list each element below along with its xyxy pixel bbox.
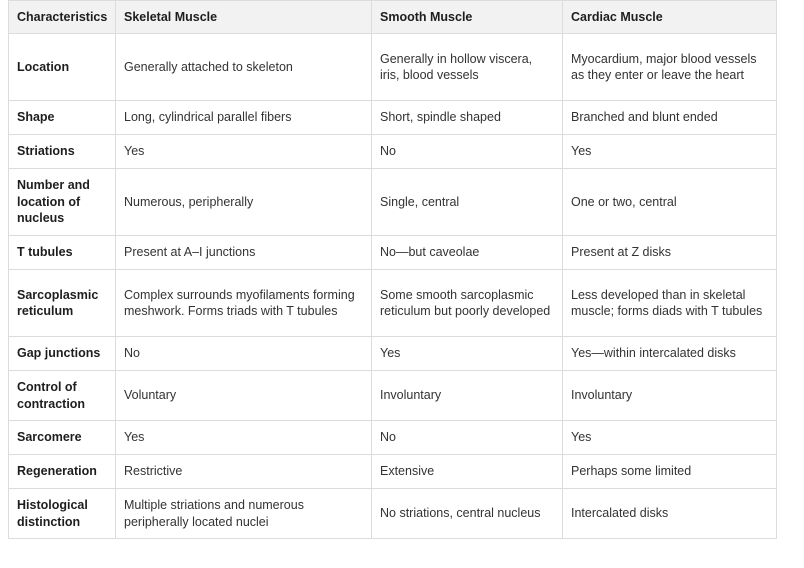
row-label: T tubules: [9, 236, 116, 270]
table-row: [9, 337, 777, 371]
table-row: [9, 371, 777, 421]
cell-skeletal: Complex surrounds myofilaments forming meshwork. Forms triads with T tubules: [116, 270, 372, 337]
cell-cardiac: Yes—within intercalated disks: [563, 337, 777, 371]
cell-smooth: Yes: [372, 337, 563, 371]
cell-skeletal: Numerous, peripherally: [116, 169, 372, 236]
cell-cardiac: Yes: [563, 421, 777, 455]
table-row: [9, 236, 777, 270]
header-characteristics: Characteristics: [9, 1, 116, 34]
row-label: Location: [9, 34, 116, 101]
cell-smooth: Extensive: [372, 455, 563, 489]
cell-skeletal: Generally attached to skeleton: [116, 34, 372, 101]
table-row: [9, 455, 777, 489]
cell-skeletal: Yes: [116, 421, 372, 455]
cell-skeletal: Restrictive: [116, 455, 372, 489]
cell-skeletal: Yes: [116, 135, 372, 169]
cell-smooth: No: [372, 135, 563, 169]
cell-cardiac: Branched and blunt ended: [563, 101, 777, 135]
cell-smooth: No—but caveolae: [372, 236, 563, 270]
cell-cardiac: Perhaps some limited: [563, 455, 777, 489]
cell-cardiac: Less developed than in skeletal muscle; forms diads with T tubules: [563, 270, 777, 337]
cell-skeletal: Present at A–I junctions: [116, 236, 372, 270]
cell-cardiac: Myocardium, major blood vessels as they enter or leave the heart: [563, 34, 777, 101]
muscle-comparison-table: [8, 0, 777, 539]
cell-cardiac: Yes: [563, 135, 777, 169]
row-label: Sarcoplasmic reticulum: [9, 270, 116, 337]
row-label: Sarcomere: [9, 421, 116, 455]
cell-smooth: Generally in hollow viscera, iris, blood vessels: [372, 34, 563, 101]
header-smooth-muscle: Smooth Muscle: [372, 1, 563, 34]
cell-cardiac: One or two, central: [563, 169, 777, 236]
cell-skeletal: Long, cylindrical parallel fibers: [116, 101, 372, 135]
row-label: Shape: [9, 101, 116, 135]
row-label: Striations: [9, 135, 116, 169]
cell-cardiac: Intercalated disks: [563, 489, 777, 539]
cell-smooth: Single, central: [372, 169, 563, 236]
table-row: [9, 135, 777, 169]
row-label: Number and location of nucleus: [9, 169, 116, 236]
row-label: Histological distinction: [9, 489, 116, 539]
cell-smooth: No: [372, 421, 563, 455]
row-label: Regeneration: [9, 455, 116, 489]
cell-smooth: Some smooth sarcoplasmic reticulum but poorly developed: [372, 270, 563, 337]
table-row: [9, 34, 777, 101]
cell-smooth: Involuntary: [372, 371, 563, 421]
cell-smooth: Short, spindle shaped: [372, 101, 563, 135]
table-row: [9, 489, 777, 539]
comparison-table-container: [8, 0, 776, 539]
table-row: [9, 101, 777, 135]
header-skeletal-muscle: Skeletal Muscle: [116, 1, 372, 34]
cell-skeletal: Multiple striations and numerous peripherally located nuclei: [116, 489, 372, 539]
table-row: [9, 270, 777, 337]
header-cardiac-muscle: Cardiac Muscle: [563, 1, 777, 34]
table-header-row: [9, 1, 777, 34]
cell-skeletal: No: [116, 337, 372, 371]
cell-smooth: No striations, central nucleus: [372, 489, 563, 539]
cell-cardiac: Present at Z disks: [563, 236, 777, 270]
row-label: Control of contraction: [9, 371, 116, 421]
cell-cardiac: Involuntary: [563, 371, 777, 421]
table-row: [9, 421, 777, 455]
table-row: [9, 169, 777, 236]
row-label: Gap junctions: [9, 337, 116, 371]
cell-skeletal: Voluntary: [116, 371, 372, 421]
